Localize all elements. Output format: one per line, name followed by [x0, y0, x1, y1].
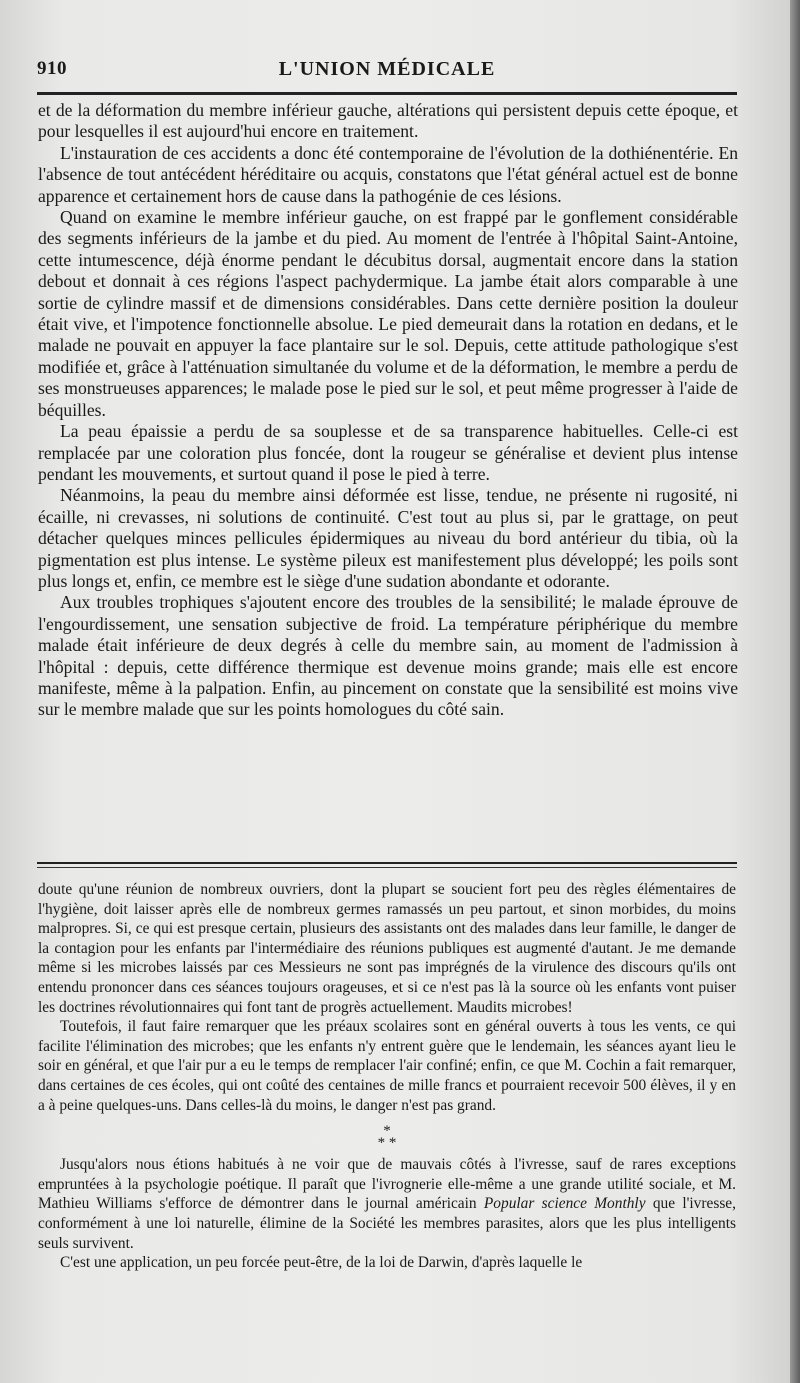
asterism-top: * — [383, 1123, 391, 1140]
feuilleton-paragraph-3 — [38, 1155, 736, 1253]
journal-name-italic: Popular science Monthly — [483, 1195, 646, 1213]
asterism-bottom: * * — [377, 1135, 397, 1152]
journal-title: L'UNION MÉDICALE — [278, 58, 496, 80]
main-paragraph-2: L'instauration de ces accidents a donc été contemporaine de l'évolution de la dothiénentérie. En l'absence de tout antécédent héréditaire ou acquis, constatons que l'état général actuel est de bonne apparence et certainement hors de cause dans la pathogénie de ces lésions. — [38, 142, 738, 206]
page-number: 910 — [37, 58, 67, 79]
main-article — [38, 100, 738, 721]
main-paragraph-3: Quand on examine le membre inférieur gauche, on est frappé par le gonflement considérable des segments inférieurs de la jambe et du pied. Au moment de l'entrée à l'hôpital Saint-Antoine, cette intumescence, déjà énorme pendant le décubitus dorsal, augmentait encore dans la station debout et donnait à ces régions l'aspect pachydermique. La jambe était alors comparable à une sortie de cylindre massif et de dimensions considérables. Dans cette dernière position la douleur était vive, et l'impotence fonctionnelle absolue. Le pied demeurait dans la rotation en dedans, et le malade ne pouvait en appuyer la face plantaire sur le sol. Depuis, cette attitude pathologique s'est modifiée et, grâce à l'atténuation simultanée du volume et de la déformation, le membre a perdu de ses monstrueuses apparences; le malade pose le pied sur le sol, et peut même progresser à l'aide de béquilles. — [38, 207, 738, 420]
asterism-divider — [38, 1123, 736, 1152]
header-rule — [37, 92, 737, 95]
feuilleton-column — [38, 880, 736, 1273]
p3-text-after: que l'ivresse, conformément à une loi naturelle, élimine de la Société les membres parasites, alors que les plus intelligents seuls survivent. — [38, 1195, 736, 1252]
main-paragraph-1: et de la déformation du membre inférieur gauche, altérations qui persistent depuis cette époque, et pour lesquelles il est aujourd'hui encore en traitement. — [38, 100, 738, 142]
page-header — [37, 58, 737, 86]
feuilleton-paragraph-4: C'est une application, un peu forcée peut-être, de la loi de Darwin, d'après laquelle le — [60, 1254, 583, 1272]
main-paragraph-5: Néanmoins, la peau du membre ainsi déformée est lisse, tendue, ne présente ni rugosité, ni écaille, ni crevasses, ni solutions de continuité. C'est tout au plus si, par le grattage, on peut détacher quelques minces pellicules épidermiques au niveau du bord antérieur du tibia, où la pigmentation est plus intense. Le système pileux est manifestement plus développé; les poils sont plus longs et, enfin, ce membre est le siège d'une sudation abondante et odorante. — [38, 485, 738, 591]
main-paragraph-4: La peau épaissie a perdu de sa souplesse et de sa transparence habituelles. Celle-ci est remplacée par une coloration plus foncée, dont la rougeur se généralise et devient plus intense pendant les mouvements, et surtout quand il pose le pied à terre. — [38, 421, 738, 484]
page-edge-shadow — [790, 0, 800, 1383]
p3-text-before: Jusqu'alors nous étions habitués à ne voir que de mauvais côtés à l'ivresse, sauf de rares exceptions empruntées à la psychologie poétique. Il paraît que l'ivrognerie elle-même a une grande utilité sociale, et M. Mathieu Williams s'efforce de démontrer dans le journal américain — [38, 1156, 736, 1213]
main-paragraph-6: Aux troubles trophiques s'ajoutent encore des troubles de la sensibilité; le malade éprouve de l'engourdissement, une sensation subjective de froid. La température périphérique du membre malade était inférieure de deux degrés à celle du membre sain, au moment de l'admission à l'hôpital : depuis, cette différence thermique est devenue moins grande; mais elle est encore manifeste, même à la palpation. Enfin, au pincement on constate que la sensibilité est moins vive sur le membre malade que sur les points homologues du côté sain. — [38, 592, 738, 720]
feuilleton-paragraph-2: Toutefois, il faut faire remarquer que les préaux scolaires sont en général ouverts à tous les vents, ce qui facilite l'élimination des microbes; que les enfants n'y entrent guère que le lendemain, les séances ayant lieu le soir en général, et que l'air pur a eu le temps de remplacer l'air confiné; enfin, ce que M. Cochin a fait remarquer, dans certaines de ces écoles, qui ont coûté des centaines de mille francs et pourraient recevoir 500 élèves, il y en a à peine quelques-uns. Dans celles-là du moins, le danger n'est pas grand. — [38, 1018, 736, 1114]
feuilleton-separator — [37, 862, 737, 868]
feuilleton-paragraph-1: doute qu'une réunion de nombreux ouvriers, dont la plupart se soucient fort peu des règles élémentaires de l'hygiène, doit laisser après elle de nombreux germes ramassés un peu partout, et sinon morbides, du moins malpropres. Si, ce qui est presque certain, plusieurs des assistants ont des malades dans leur famille, le danger de la contagion pour les enfants par l'intermédiaire des réunions publiques est augmenté d'autant. Je me demande même si les microbes laissés par ces Messieurs ne sont pas imprégnés de la virulence des discours qu'ils ont entendu prononcer dans ces séances toujours orageuses, et si ce n'est pas là la source où les enfants vont puiser les doctrines révolutionnaires qui font tant de progrès actuellement. Maudits microbes! — [38, 881, 736, 1016]
